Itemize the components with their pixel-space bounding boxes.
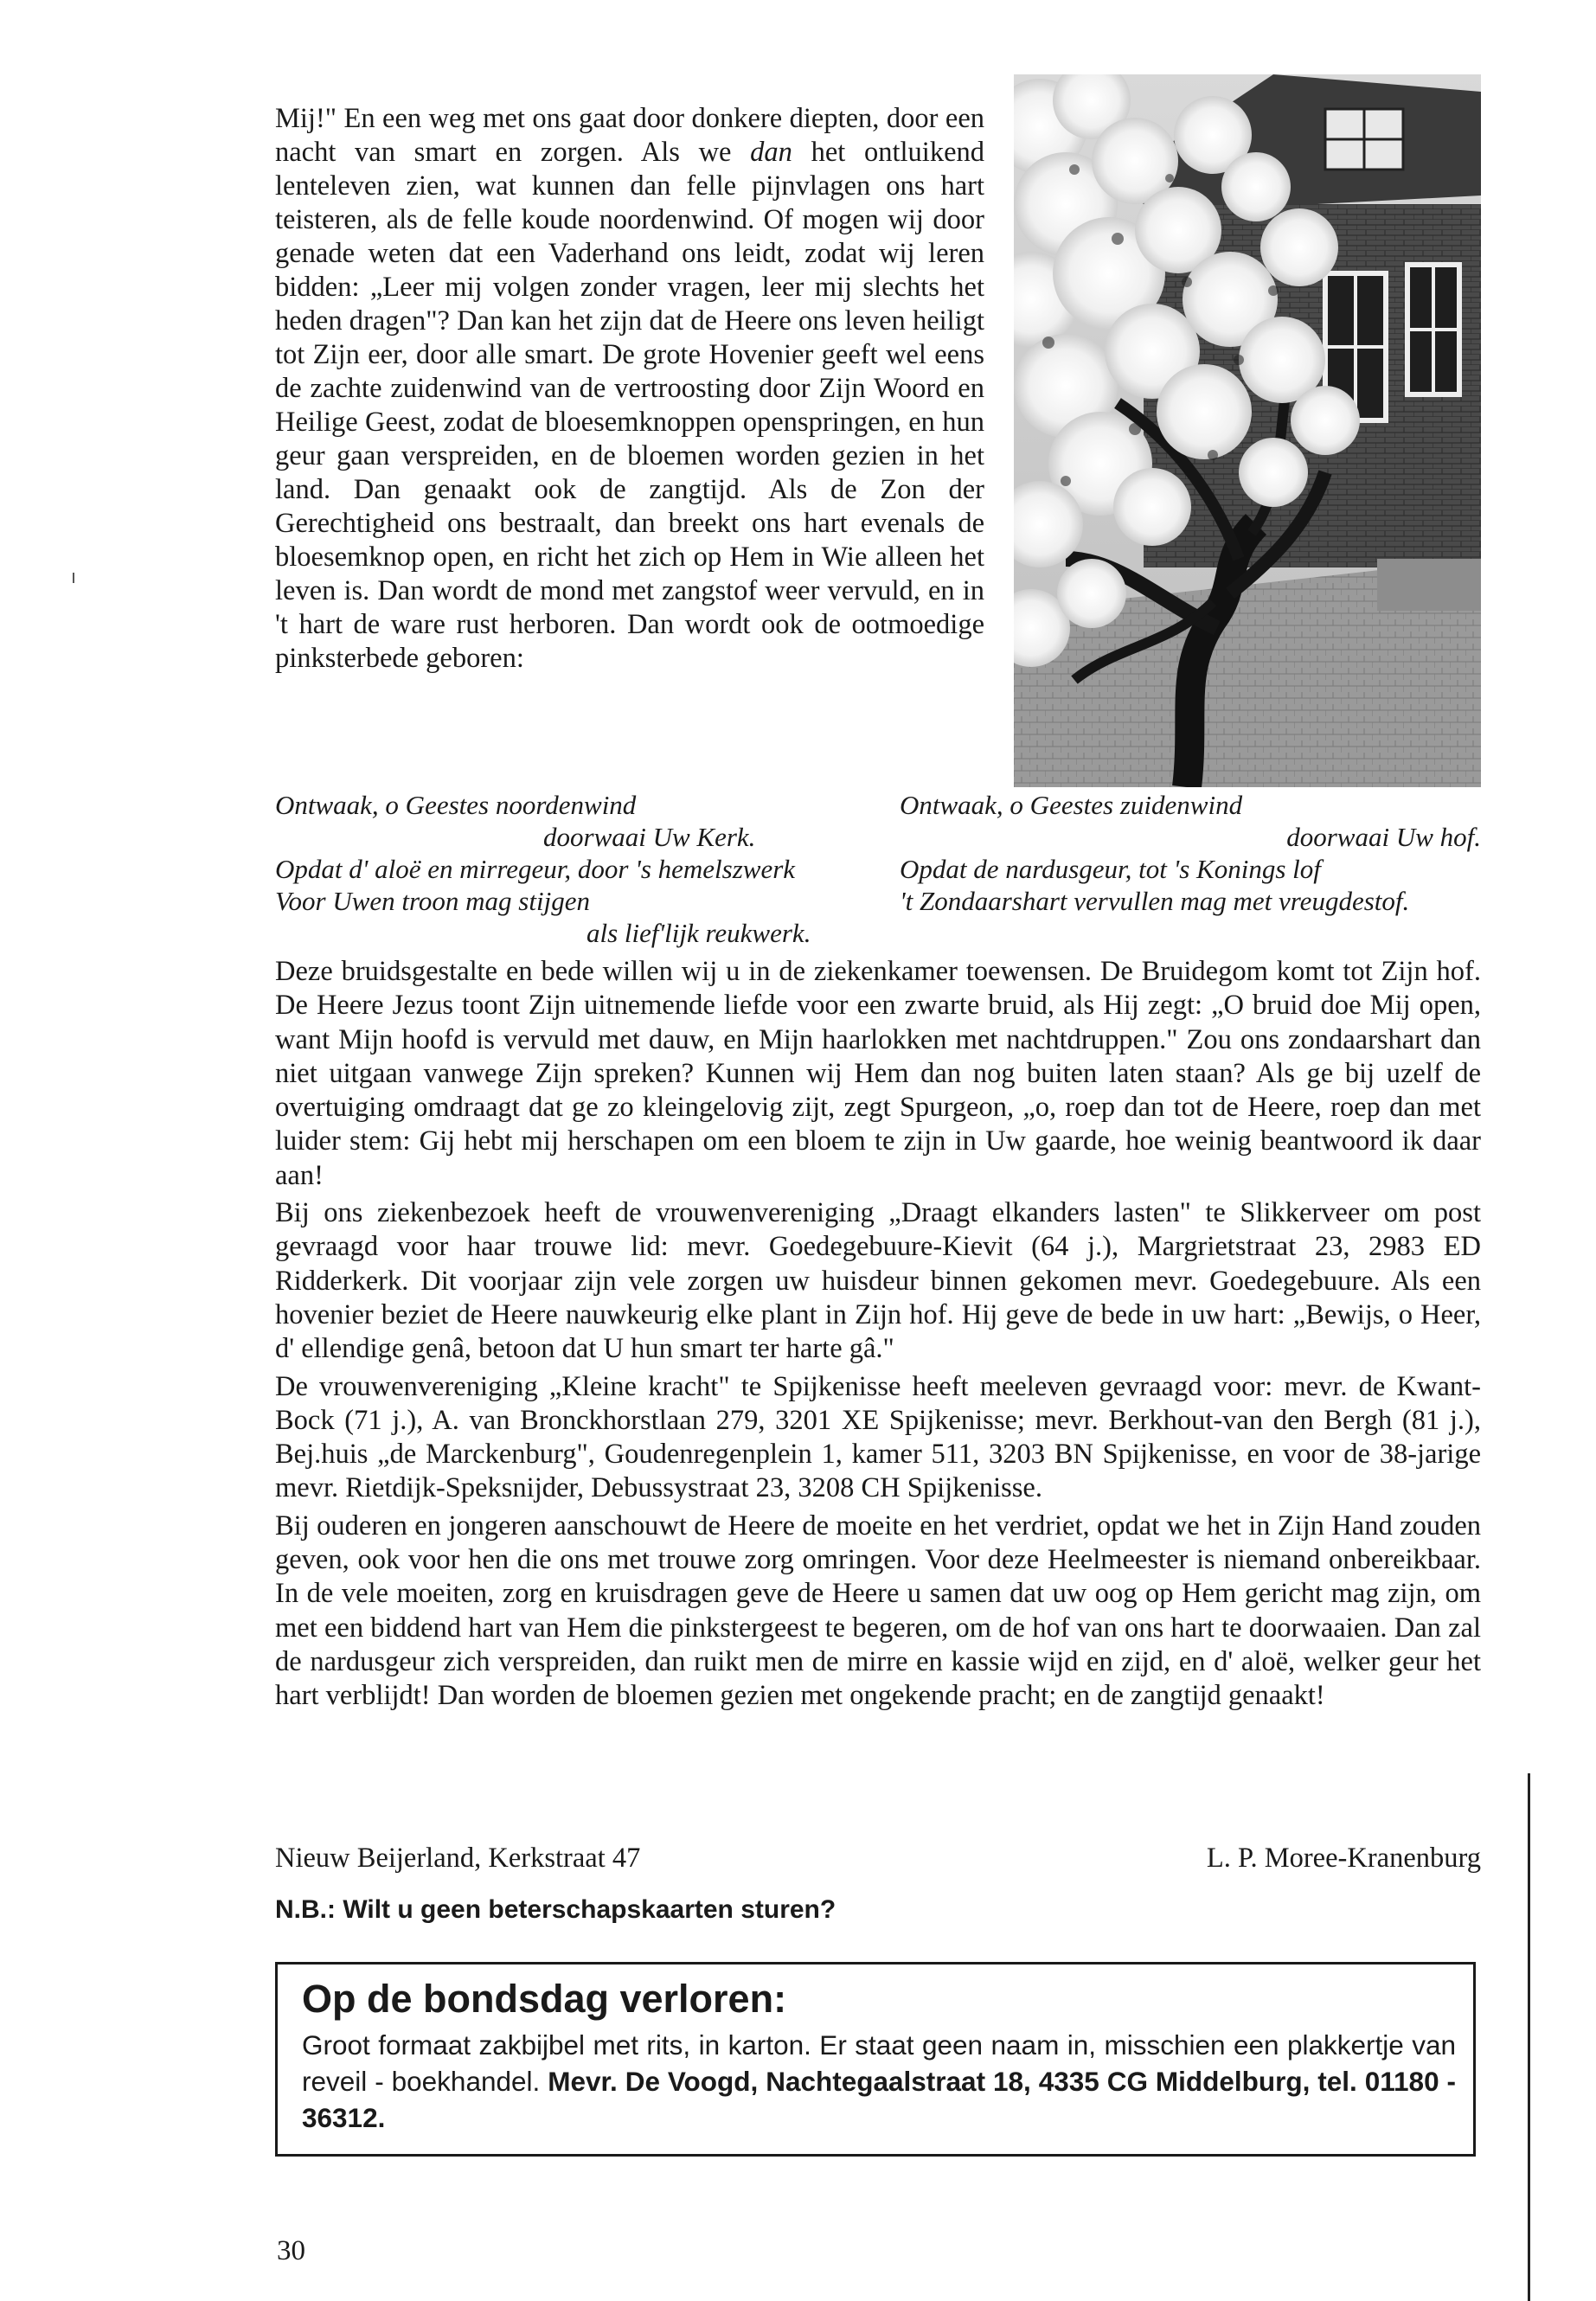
- signature-line: [275, 1841, 1481, 1875]
- nb-note: N.B.: Wilt u geen beterschapskaarten sturen?: [275, 1895, 836, 1924]
- body-paragraph: Deze bruidsgestalte en bede willen wij u in de ziekenkamer toewensen. De Bruidegom komt tot Zijn hof. De Heere Jezus toont Zijn uitnemende liefde voor een zwarte bruid, als Hij zegt: „O bruid doe Mij open, want Mijn hoofd is vervuld met dauw, en Mijn haarlokken met nachtdruppen." Zou ons zondaarshart dan niet uitgaan vanwege Zijn spreken? Kunnen wij Hem dan nog buiten laten staan? Als ge bij uzelf de overtuiging omdraagt dat ge zo kleingelovig zijt, zegt Spurgeon, „o, roep dan tot de Heere, roep dan met luider stem: Gij hebt mij herschapen om een bloem te zijn in Uw gaarde, hoe weinig beantwoord ik daar aan!: [275, 956, 1481, 1191]
- poem-line: Opdat de nardusgeur, tot 's Konings lof: [900, 854, 1321, 884]
- notice-contact: Mevr. De Voogd, Nachtegaalstraat 18, 4335 CG Middelburg, tel. 01180 - 36312.: [302, 2066, 1456, 2133]
- poem-right: [900, 789, 1481, 917]
- poem-left: [275, 789, 863, 949]
- notice-text-plain: Groot formaat zakbijbel met rits, in karton. Er staat geen naam in, misschien een plakkertje van reveil - boekhandel.: [302, 2029, 1456, 2097]
- margin-mark: [73, 573, 74, 583]
- page-edge-rule: [1528, 1773, 1530, 2301]
- poem-line: doorwaai Uw Kerk.: [543, 822, 756, 852]
- poem-line: Ontwaak, o Geestes noordenwind: [275, 790, 637, 820]
- blossom-tree-house-photo: [1014, 74, 1481, 787]
- intro-column: [275, 102, 984, 676]
- notice-title: Op de bondsdag verloren:: [302, 1977, 787, 2021]
- article-body: [275, 955, 1481, 1717]
- body-paragraph: De vrouwenvereniging „Kleine kracht" te Spijkenisse heeft meeleven gevraagd voor: mevr. de Kwant-Bock (71 j.), A. van Bronckhorstlaan 279, 3201 XE Spijkenisse; mevr. Berkhout-van den Bergh (81 j.), Bej.huis „de Marckenburg", Goudenregenplein 1, kamer 511, 3203 BN Spijkenisse, en voor de 38-jarige mevr. Rietdijk-Speksnijder, Debussystraat 23, 3208 CH Spijkenisse.: [275, 1370, 1481, 1504]
- lost-item-notice: [275, 1962, 1476, 2157]
- body-paragraph: Bij ons ziekenbezoek heeft de vrouwenvereniging „Draagt elkanders lasten" te Slikkerveer om post gevraagd voor haar trouwe lid: mevr. Goedegebuure-Kievit (64 j.), Margrietstraat 23, 2983 ED Ridderkerk. Dit voorjaar zijn vele zorgen uw huisdeur binnen gekomen mevr. Goedegebuure. Als een hovenier beziet de Heere nauwkeurig elke plant in Zijn hof. Hij geve de bede in uw hart: „Bewijs, o Heer, d' ellendige genâ, betoon dat U hun smart ter harte gâ.": [275, 1197, 1481, 1365]
- poem-line: doorwaai Uw hof.: [1286, 822, 1481, 852]
- poem-line: als lief'lijk reukwerk.: [586, 918, 811, 948]
- body-paragraph: Bij ouderen en jongeren aanschouwt de Heere de moeite en het verdriet, opdat we het in Zijn Hand zouden geven, ook voor hen die ons met trouwe zorg omringen. Voor deze Heelmeester is niemand onbereikbaar. In de vele moeiten, zorg en kruisdragen geve de Heere u samen dat uw oog op Hem gericht mag zijn, om met een biddend hart van Hem die pinkstergeest te begeren, om de hof van ons hart te doorwaaien. Dan zal de nardusgeur zich verspreiden, dan ruikt men de mirre en kassie wijd en zijd, en d' aloë, welker geur het hart verblijdt! Dan worden de bloemen gezien met ongekende pracht; en de zangtijd genaakt!: [275, 1509, 1481, 1712]
- page-number: 30: [277, 2235, 305, 2266]
- intro-paragraph: Mij!" En een weg met ons gaat door donkere diepten, door een nacht van smart en zorgen. Als we dan het ontluikend lenteleven zien, wat kunnen dan felle pijnvlagen ons hart teisteren, als de felle koude noordenwind. Of mogen wij door genade weten dat een Vaderhand ons leidt, zodat wij leren bidden: „Leer mij volgen zonder vragen, leer mij slechts het heden dragen"? Dan kan het zijn dat de Heere ons leven heiligt tot Zijn eer, door alle smart. De grote Hovenier geeft wel eens de zachte zuidenwind van de vertroosting door Zijn Woord en Heilige Geest, zodat de bloesemknoppen openspringen, en hun geur gaan verspreiden, en de bloemen worden gezien in het land. Dan genaakt ook de zangtijd. Als de Zon der Gerechtigheid ons bestraalt, dan breekt ons hart evenals de bloesemknop open, en richt het zich op Hem in Wie alleen het leven is. Dan wordt de mond met zangstof weer vervuld, en in 't hart de ware rust herboren. Dan wordt ook de ootmoedige pinksterbede geboren:: [275, 103, 985, 674]
- notice-text: [302, 2027, 1456, 2136]
- poem-line: Ontwaak, o Geestes zuidenwind: [900, 790, 1243, 820]
- signature-author: L. P. Moree-Kranenburg: [1206, 1843, 1481, 1874]
- poem-line: Voor Uwen troon mag stijgen: [275, 886, 590, 916]
- poem-line: 't Zondaarshart vervullen mag met vreugdestof.: [900, 886, 1410, 916]
- signature-place: Nieuw Beijerland, Kerkstraat 47: [275, 1843, 641, 1874]
- poem-line: Opdat d' aloë en mirregeur, door 's hemelszwerk: [275, 854, 796, 884]
